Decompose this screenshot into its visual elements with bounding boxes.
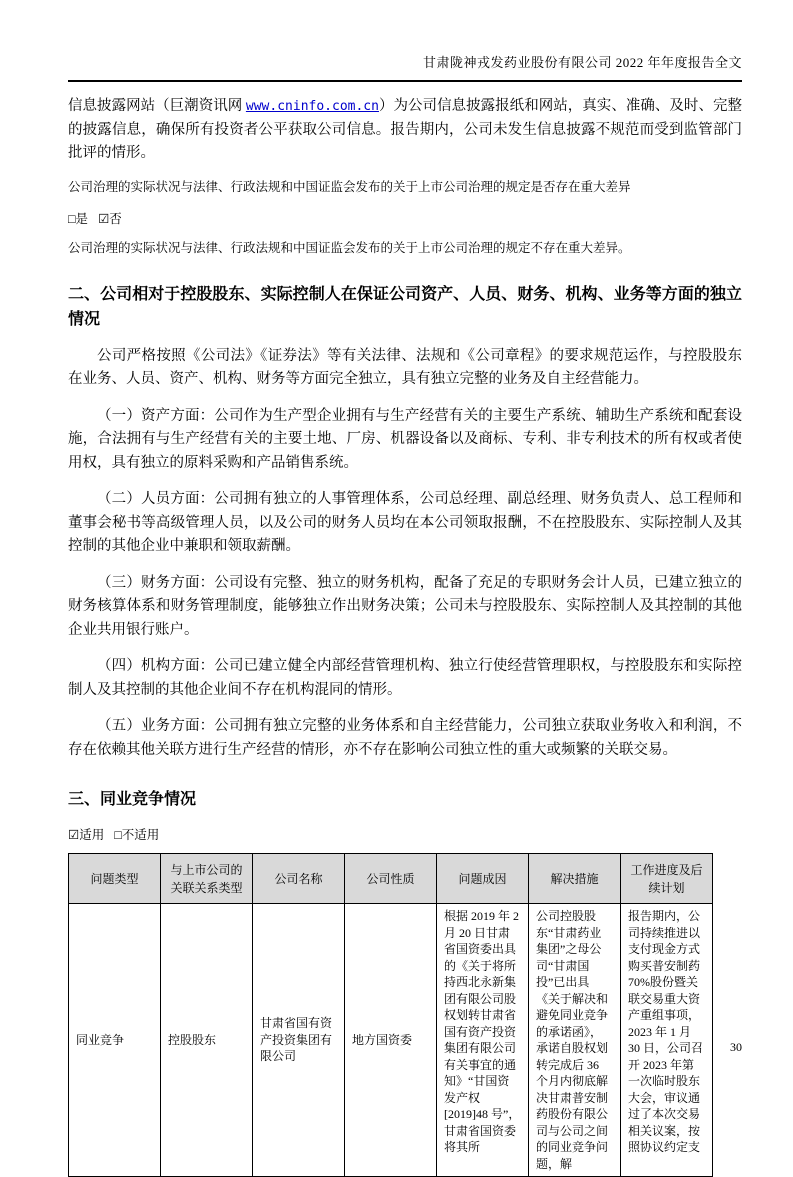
disclosure-text-before-link: 信息披露网站（巨潮资讯网 [68,98,246,114]
checkbox-not-applicable: □不适用 [114,828,160,842]
governance-difference-question: 公司治理的实际状况与法律、行政法规和中国证监会发布的关于上市公司治理的规定是否存在重大差异 [68,179,631,194]
independence-assets-paragraph: （一）资产方面：公司作为生产型企业拥有与生产经营有关的主要生产系统、辅助生产系统和配套设施，合法拥有与生产经营有关的主要土地、厂房、机器设备以及商标、专利、非专利技术的所有权或者使用权，具有独立的原料采购和产品销售系统。 [68,407,742,471]
governance-answer-options [68,209,742,227]
col-header-company-name: 公司名称 [253,854,345,904]
cell-solution: 公司控股股东“甘肃药业集团”之母公司“甘肃国投”已出具《关于解决和避免同业竞争的承诺函》，承诺自股权划转完成后 36 个月内彻底解决甘肃普安制药股份有限公司与公司之间的同业竞争问题，解 [529,904,621,1177]
col-header-progress-plan: 工作进度及后续计划 [621,854,713,904]
col-header-issue-cause: 问题成因 [437,854,529,904]
independence-business-paragraph: （五）业务方面：公司拥有独立完整的业务体系和自主经营能力，公司独立获取业务收入和利润，不存在依赖其他关联方进行生产经营的情形，亦不存在影响公司独立性的重大或频繁的关联交易。 [68,718,742,758]
cell-relation-type: 控股股东 [161,904,253,1177]
section-3-heading: 三、同业竞争情况 [68,791,197,808]
independence-intro-paragraph: 公司严格按照《公司法》《证券法》等有关法律、法规和《公司章程》的要求规范运作，与控股股东在业务、人员、资产、机构、财务等方面完全独立，具有独立完整的业务及自主经营能力。 [68,347,742,387]
independence-finance-paragraph: （三）财务方面：公司设有完整、独立的财务机构，配备了充足的专职财务会计人员，已建立独立的财务核算体系和财务管理制度，能够独立作出财务决策；公司未与控股股东、实际控制人及其控制的其他企业共用银行账户。 [68,574,742,638]
cell-company-nature: 地方国资委 [345,904,437,1177]
col-header-company-nature: 公司性质 [345,854,437,904]
checkbox-no: ☑否 [98,211,122,226]
checkbox-yes: □是 [68,211,89,226]
cell-issue-type: 同业竞争 [69,904,161,1177]
cell-company-name: 甘肃省国有资产投资集团有限公司 [253,904,345,1177]
disclosure-text-after-link: ）为公司信息披露报纸和网站，真实、准确、及时、完整的披露信息，确保所有投资者公平获取公司信息。报告期内，公司未发生信息披露不规范而受到监管部门批评的情形。 [68,98,743,161]
cell-progress-plan: 报告期内，公司持续推进以支付现金方式购买普安制药70%股份暨关联交易重大资产重组事项，2023 年 1 月 30 日，公司召开 2023 年第一次临时股东大会，审议通过了本次交易相关议案，按照协议约定支 [621,904,713,1177]
governance-answer-statement: 公司治理的实际状况与法律、行政法规和中国证监会发布的关于上市公司治理的规定不存在重大差异。 [68,240,631,255]
col-header-relation-type: 与上市公司的关联关系类型 [161,854,253,904]
independence-organization-paragraph: （四）机构方面：公司已建立健全内部经营管理机构、独立行使经营管理职权，与控股股东和实际控制人及其控制的其他企业间不存在机构混同的情形。 [68,658,742,698]
disclosure-paragraph [68,95,742,166]
page-number: 30 [730,1040,742,1054]
cell-issue-cause: 根据 2019 年 2 月 20 日甘肃省国资委出具的《关于将所持西北永新集团有限公司股权划转甘肃省国有资产投资集团有限公司有关事宜的通知》“甘国资发产权[2019]48 号”，甘肃省国资委将其所 [437,904,529,1177]
cninfo-link[interactable]: www.cninfo.com.cn [245,99,379,114]
applicability-options [68,825,742,843]
competition-table-header-row [69,854,713,904]
competition-table [68,853,713,1177]
checkbox-applicable: ☑适用 [68,828,105,842]
page-header: 甘肃陇神戎发药业股份有限公司 2022 年年度报告全文 [68,52,742,82]
col-header-issue-type: 问题类型 [69,854,161,904]
independence-personnel-paragraph: （二）人员方面：公司拥有独立的人事管理体系，公司总经理、副总经理、财务负责人、总工程师和董事会秘书等高级管理人员，以及公司的财务人员均在本公司领取报酬，不在控股股东、实际控制人及其控制的其他企业中兼职和领取薪酬。 [68,491,742,554]
col-header-solution: 解决措施 [529,854,621,904]
competition-table-row [69,904,713,1177]
section-2-heading: 二、公司相对于控股股东、实际控制人在保证公司资产、人员、财务、机构、业务等方面的独立情况 [68,285,742,328]
